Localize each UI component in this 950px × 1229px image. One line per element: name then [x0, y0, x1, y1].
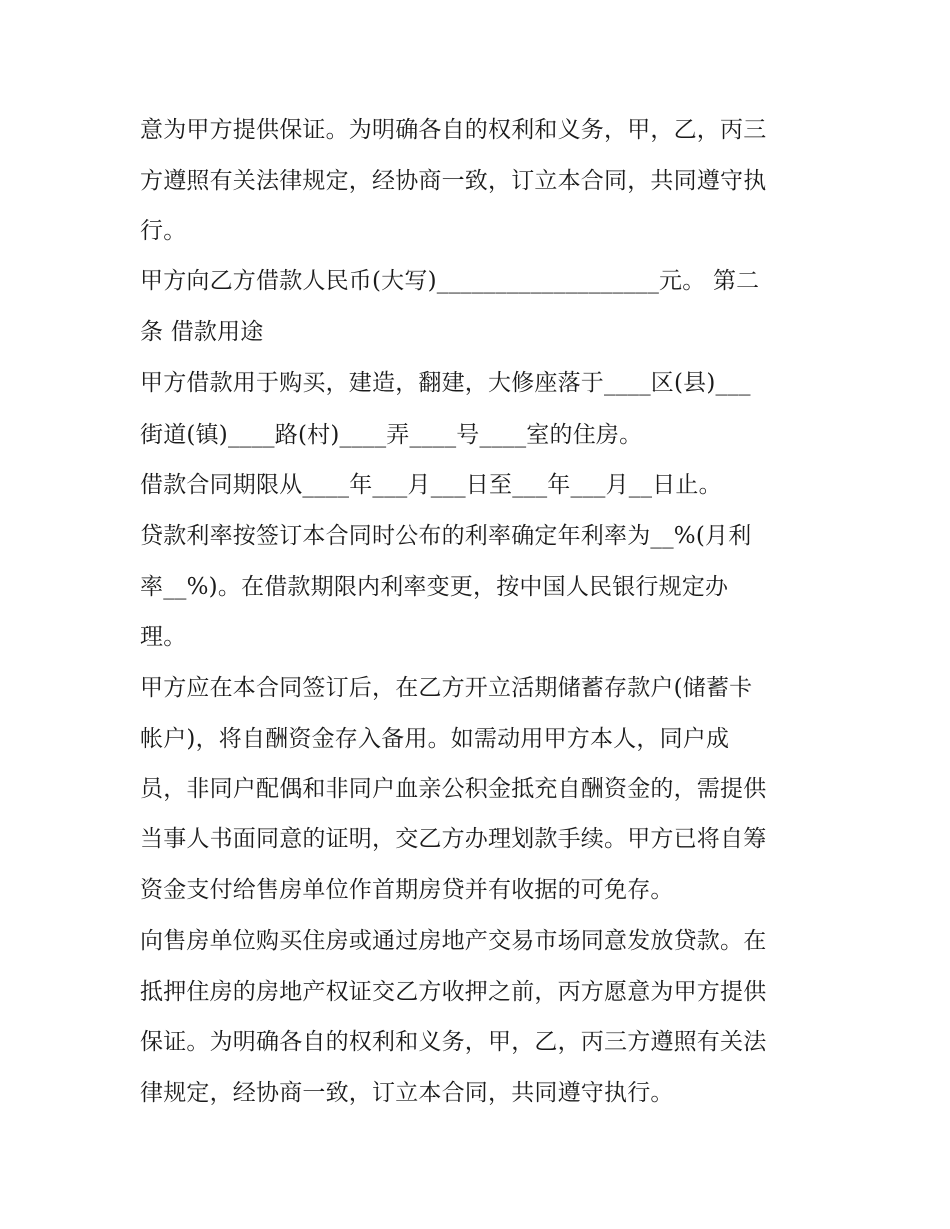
text-line: 条 借款用途 [140, 319, 264, 345]
text-line: 甲方借款用于购买，建造，翻建，大修座落于____区(县)___ [140, 370, 751, 396]
text-line: 借款合同期限从____年___月___日至___年___月__日止。 [140, 472, 722, 498]
text-line: 行。 [140, 218, 187, 244]
text-line: 方遵照有关法律规定，经协商一致，订立本合同，共同遵守执 [140, 168, 767, 194]
text-line: 律规定，经协商一致，订立本合同，共同遵守执行。 [140, 1080, 674, 1106]
text-line: 帐户)，将自酬资金存入备用。如需动用甲方本人，同户成 [140, 726, 730, 752]
text-line: 理。 [140, 624, 187, 650]
text-line: 甲方向乙方借款人民币(大写)___________________元。 第二 [140, 268, 760, 294]
text-line: 意为甲方提供保证。为明确各自的权利和义务，甲，乙，丙三 [140, 117, 767, 143]
text-line: 贷款利率按签订本合同时公布的利率确定年利率为__%(月利 [140, 523, 752, 549]
text-line: 率__%)。在借款期限内利率变更，按中国人民银行规定办 [140, 574, 729, 600]
text-line: 向售房单位购买住房或通过房地产交易市场同意发放贷款。在 [140, 928, 767, 954]
text-line: 甲方应在本合同签订后，在乙方开立活期储蓄存款户(储蓄卡 [140, 675, 753, 701]
text-line: 保证。为明确各自的权利和义务，甲，乙，丙三方遵照有关法 [140, 1029, 767, 1055]
text-line: 当事人书面同意的证明，交乙方办理划款手续。甲方已将自筹 [140, 826, 767, 852]
text-line: 员，非同户配偶和非同户血亲公积金抵充自酬资金的，需提供 [140, 776, 767, 802]
text-line: 抵押住房的房地产权证交乙方收押之前，丙方愿意为甲方提供 [140, 979, 767, 1005]
text-line: 街道(镇)____路(村)____弄____号____室的住房。 [140, 422, 643, 448]
text-line: 资金支付给售房单位作首期房贷并有收据的可免存。 [140, 877, 674, 903]
